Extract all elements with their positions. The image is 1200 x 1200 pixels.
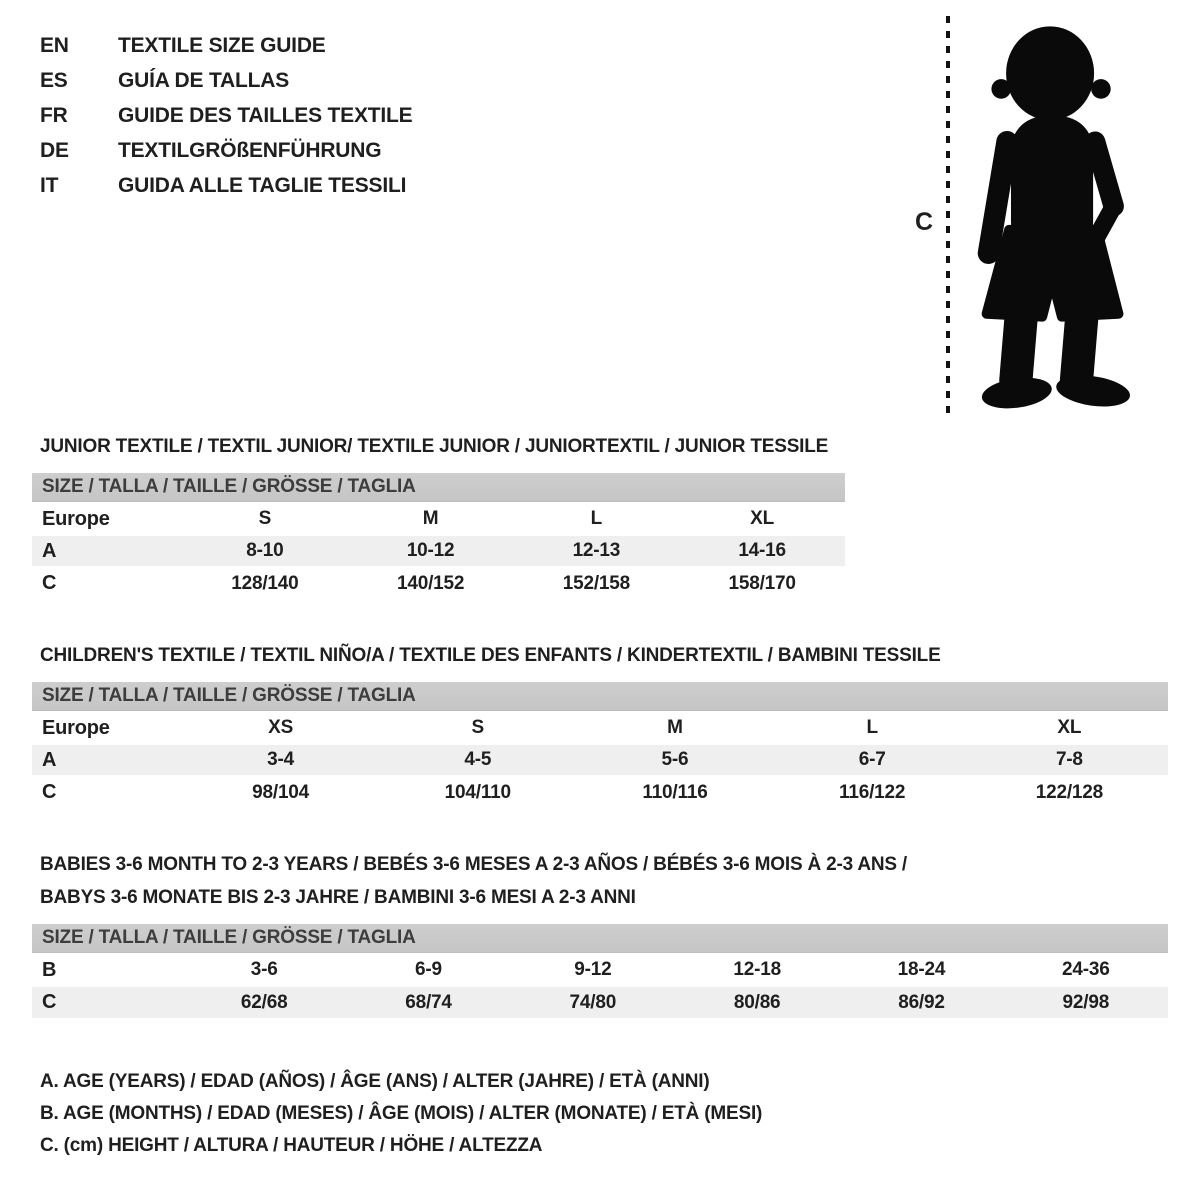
section-heading xyxy=(32,430,1168,463)
row-label: C xyxy=(42,781,57,803)
size-table xyxy=(32,711,1168,808)
language-code: EN xyxy=(40,34,69,57)
size-sections xyxy=(32,430,1168,1058)
size-cell: 116/122 xyxy=(839,781,906,803)
language-row xyxy=(40,174,412,209)
size-row-europe xyxy=(32,503,845,535)
size-cell: 5-6 xyxy=(661,749,689,770)
size-row-a xyxy=(32,744,1168,776)
guide-title: GUIDA ALLE TAGLIE TESSILI xyxy=(118,174,407,197)
size-row-c xyxy=(32,567,845,599)
size-bar-label: SIZE / TALLA / TAILLE / GRÖSSE / TAGLIA xyxy=(32,682,1168,711)
guide-title: GUÍA DE TALLAS xyxy=(118,69,290,92)
size-cell: 92/98 xyxy=(1062,991,1110,1013)
size-cell: 122/128 xyxy=(1035,781,1104,803)
size-cell: 12-18 xyxy=(733,959,781,980)
size-cell: L xyxy=(866,717,878,738)
section-heading-line: JUNIOR TEXTILE / TEXTIL JUNIOR/ TEXTILE JUNIOR / JUNIORTEXTIL / JUNIOR TESSILE xyxy=(40,436,829,457)
section-babies xyxy=(32,848,1168,1018)
row-label: C xyxy=(42,572,57,594)
size-cell: 24-36 xyxy=(1062,959,1110,980)
size-table xyxy=(32,502,845,599)
language-code: ES xyxy=(40,69,68,92)
size-cell: 8-10 xyxy=(246,540,284,561)
size-cell: 152/158 xyxy=(562,572,631,594)
size-cell: 86/92 xyxy=(898,991,945,1013)
language-row xyxy=(40,104,412,139)
size-cell: 140/152 xyxy=(396,572,465,594)
row-label: B xyxy=(42,958,57,981)
size-cell: 6-9 xyxy=(415,959,442,980)
size-cell: 74/80 xyxy=(569,991,617,1013)
size-cell: 80/86 xyxy=(733,991,781,1013)
row-label: A xyxy=(42,748,57,771)
size-cell: 128/140 xyxy=(231,572,299,594)
legend-line: C. (cm) HEIGHT / ALTURA / HAUTEUR / HÖHE / ALTEZZA xyxy=(40,1135,543,1156)
size-bar-label: SIZE / TALLA / TAILLE / GRÖSSE / TAGLIA xyxy=(32,924,1168,953)
height-measure-label: C xyxy=(915,208,933,236)
size-cell: 9-12 xyxy=(574,959,612,980)
section-heading-line: BABIES 3-6 MONTH TO 2-3 YEARS / BEBÉS 3-6 MESES A 2-3 AÑOS / BÉBÉS 3-6 MOIS À 2-3 ANS / xyxy=(40,854,908,875)
language-row xyxy=(40,139,412,174)
row-label: A xyxy=(42,539,57,562)
size-cell: 12-13 xyxy=(572,540,621,561)
size-cell: XS xyxy=(268,717,294,738)
size-row-a xyxy=(32,535,845,567)
legend-line: B. AGE (MONTHS) / EDAD (MESES) / ÂGE (MOIS) / ALTER (MONATE) / ETÀ (MESI) xyxy=(40,1103,763,1124)
size-cell: 4-5 xyxy=(464,749,492,770)
size-cell: S xyxy=(471,717,485,738)
section-heading xyxy=(32,848,1168,914)
size-cell: 3-6 xyxy=(250,959,278,980)
size-cell: 14-16 xyxy=(738,540,786,561)
size-cell: XL xyxy=(750,508,775,529)
row-label: Europe xyxy=(42,716,110,739)
size-cell: L xyxy=(590,508,603,529)
section-heading xyxy=(32,639,1168,672)
language-code: FR xyxy=(40,104,68,127)
size-cell: 62/68 xyxy=(240,991,288,1013)
section-heading-line: BABYS 3-6 MONATE BIS 2-3 JAHRE / BAMBINI 3-6 MESI A 2-3 ANNI xyxy=(40,887,636,908)
size-row-europe xyxy=(32,712,1168,744)
size-table xyxy=(32,953,1168,1018)
size-cell: 6-7 xyxy=(858,749,886,770)
size-cell: 104/110 xyxy=(444,781,511,803)
size-row-c xyxy=(32,986,1168,1018)
size-cell: 98/104 xyxy=(252,781,310,803)
size-cell: M xyxy=(422,508,439,529)
section-junior xyxy=(32,430,1168,599)
row-label: Europe xyxy=(42,507,110,530)
height-dashed-line xyxy=(944,16,952,416)
language-row xyxy=(40,34,412,69)
size-row-c xyxy=(32,776,1168,808)
legend-line: A. AGE (YEARS) / EDAD (AÑOS) / ÂGE (ANS) / ALTER (JAHRE) / ETÀ (ANNI) xyxy=(40,1071,710,1092)
language-code: DE xyxy=(40,139,69,162)
size-cell: S xyxy=(258,508,272,529)
section-heading-line: CHILDREN'S TEXTILE / TEXTIL NIÑO/A / TEXTILE DES ENFANTS / KINDERTEXTIL / BAMBINI TESSILE xyxy=(40,645,941,666)
size-bar-label: SIZE / TALLA / TAILLE / GRÖSSE / TAGLIA xyxy=(32,473,845,502)
guide-title: GUIDE DES TAILLES TEXTILE xyxy=(118,104,413,127)
size-cell: 158/170 xyxy=(728,572,796,594)
measurement-legend xyxy=(40,1066,762,1162)
guide-title: TEXTILE SIZE GUIDE xyxy=(118,34,326,57)
size-cell: 68/74 xyxy=(405,991,452,1013)
size-cell: 18-24 xyxy=(897,959,946,980)
language-title-list xyxy=(40,34,412,209)
size-cell: 7-8 xyxy=(1055,749,1083,770)
size-cell: 3-4 xyxy=(267,749,295,770)
size-row-b xyxy=(32,954,1168,986)
size-cell: 110/116 xyxy=(642,781,708,803)
size-cell: XL xyxy=(1057,717,1082,738)
toddler-silhouette-icon xyxy=(966,16,1142,420)
size-cell: M xyxy=(667,717,683,738)
row-label: C xyxy=(42,991,57,1013)
guide-title: TEXTILGRÖßENFÜHRUNG xyxy=(118,139,382,162)
section-children xyxy=(32,639,1168,808)
language-code: IT xyxy=(40,174,59,197)
size-cell: 10-12 xyxy=(406,540,455,561)
language-row xyxy=(40,69,412,104)
